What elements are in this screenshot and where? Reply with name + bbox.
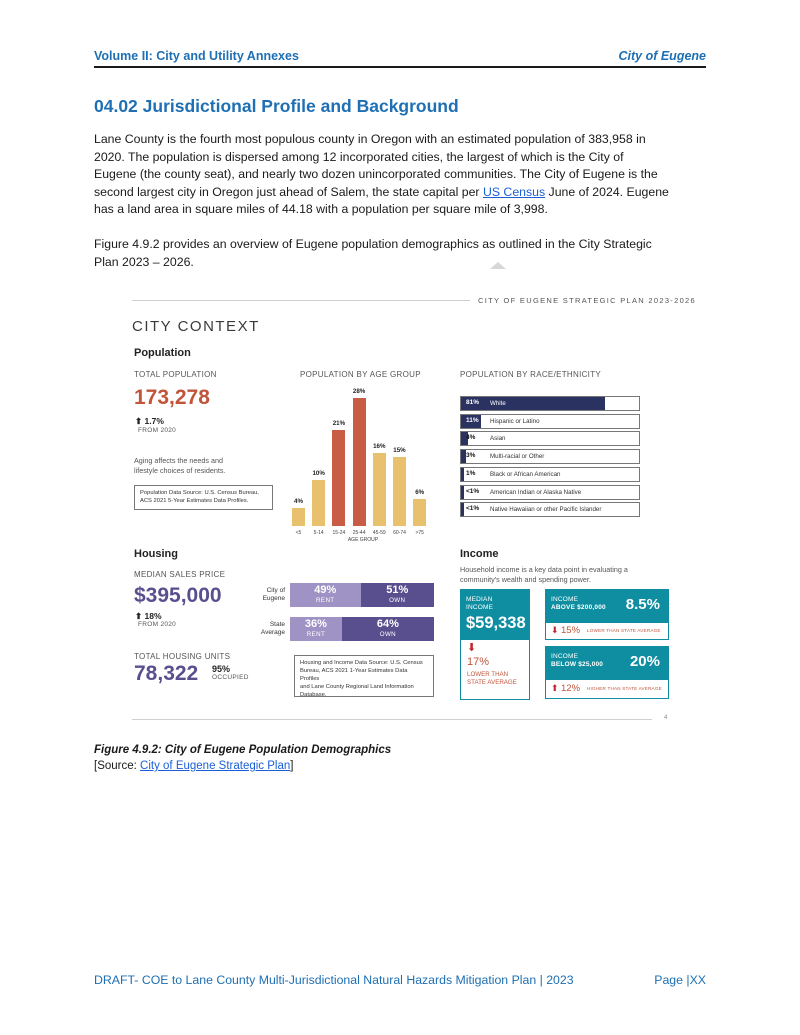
state-tenure-label: State Average <box>260 621 285 636</box>
race-category-label: Black or African American <box>490 470 561 478</box>
age-tick-label: 45-59 <box>372 530 386 536</box>
housing-growth: ⬆ 18% <box>135 611 162 621</box>
age-bar-3 <box>332 430 345 526</box>
us-census-link[interactable]: US Census <box>482 184 546 199</box>
population-heading: Population <box>134 347 191 359</box>
race-category-label: White <box>490 400 506 407</box>
race-bar-fill <box>461 397 605 410</box>
infographic-page-number: 4 <box>664 715 668 721</box>
para-line: second largest city in Oregon just ahead of Salem, the state capital per US Census June of 2024. Eugene <box>94 184 669 199</box>
age-bar-5 <box>373 453 386 526</box>
race-pct-label: 81% <box>466 399 480 406</box>
race-chart-title: POPULATION BY RACE/ETHNICITY <box>460 370 602 379</box>
income-note: Household income is a key data point in evaluating a community's wealth and spending power. <box>460 565 628 584</box>
age-bar-value-label: 4% <box>294 497 303 505</box>
up-arrow-icon: ⬆ <box>135 611 143 621</box>
state-own-bar: 64% OWN <box>342 617 434 641</box>
race-bar-fill <box>461 503 464 516</box>
race-row <box>460 396 640 411</box>
figure-intro-paragraph <box>94 236 708 271</box>
age-bar-value-label: 16% <box>373 442 386 450</box>
race-row <box>460 485 640 500</box>
age-tick-label: 60-74 <box>393 530 406 536</box>
para-line: has a land area in square miles of 44.18 with a population per square mile of 3,998. <box>94 202 548 217</box>
housing-units-label: TOTAL HOUSING UNITS <box>134 652 231 661</box>
aging-note: Aging affects the needs and lifestyle choices of residents. <box>134 456 226 475</box>
race-row <box>460 414 640 429</box>
housing-growth-sub: FROM 2020 <box>138 621 177 628</box>
race-pct-label: 1% <box>466 469 476 477</box>
income-above-tile: INCOME ABOVE $200,000 8.5% <box>545 589 669 622</box>
median-income-diff: ⬇ 17% LOWER THAN STATE AVERAGE <box>460 639 530 700</box>
age-tick-label: <5 <box>295 530 302 536</box>
race-pct-label: 3% <box>466 452 476 460</box>
age-bar-4 <box>353 398 366 526</box>
median-income-value: $59,338 <box>466 614 526 632</box>
age-bar-7 <box>413 499 426 526</box>
population-source-box: Population Data Source: U.S. Census Bureau, ACS 2021 5-Year Estimates Data Profiles. <box>134 485 273 510</box>
age-bar-value-label: 28% <box>352 388 366 395</box>
figure-source: [Source: City of Eugene Strategic Plan] <box>94 760 294 772</box>
state-rent-bar: 36% RENT <box>290 617 342 641</box>
age-tick-label: 15-24 <box>332 530 346 536</box>
age-bar-1 <box>292 508 305 526</box>
header-divider <box>94 66 706 68</box>
race-row <box>460 449 640 464</box>
down-arrow-icon: ⬇ <box>551 625 559 635</box>
strategic-plan-link[interactable]: City of Eugene Strategic Plan <box>140 760 291 772</box>
race-pct-label: <1% <box>466 505 480 513</box>
age-chart <box>288 386 438 548</box>
header-city-title: City of Eugene <box>618 49 706 63</box>
up-arrow-icon: ⬆ <box>135 416 143 426</box>
race-pct-label: 11% <box>466 416 479 424</box>
income-heading: Income <box>460 548 499 560</box>
race-bar-fill <box>461 486 464 499</box>
section-title: 04.02 Jurisdictional Profile and Background <box>94 96 459 116</box>
footer-page-number: Page |XX <box>654 973 706 987</box>
median-sales-value: $395,000 <box>134 584 222 607</box>
para-line: Figure 4.9.2 provides an overview of Eugene population demographics as outlined in the City Strategic <box>94 237 652 251</box>
race-row <box>460 502 640 517</box>
population-growth: ⬆ 1.7% <box>135 416 164 426</box>
race-pct-label: 4% <box>466 434 476 442</box>
age-bar-value-label: 6% <box>415 488 425 496</box>
race-category-label: Multi-racial or Other <box>490 453 545 461</box>
age-bar-2 <box>312 480 325 526</box>
population-growth-sub: FROM 2020 <box>138 427 177 434</box>
para-line: Eugene (the county seat), and nearly two dozen unincorporated communities. The City of Eugene is the <box>94 167 658 182</box>
infographic-bottom-rule <box>132 719 652 720</box>
eugene-tenure-label: City of Eugene <box>262 587 285 602</box>
para-line: Lane County is the fourth most populous county in Oregon with an estimated population of 383,958 in <box>94 132 646 146</box>
median-sales-label: MEDIAN SALES PRICE <box>134 570 226 579</box>
race-row <box>460 467 640 482</box>
income-above-diff: ⬇ 15% LOWER THAN STATE AVERAGE <box>545 622 669 640</box>
age-tick-label: 5-14 <box>313 530 324 536</box>
race-category-label: Native Hawaiian or other Pacific Islander <box>490 506 602 514</box>
infographic-title: CITY CONTEXT <box>132 318 260 335</box>
housing-source-box: Housing and Income Data Source: U.S. Census Bureau, ACS 2021 1-Year Estimates Data Profiles and Lane County Regional Land Information Database. <box>294 655 434 697</box>
occupied-label: OCCUPIED <box>212 674 249 681</box>
age-bar-value-label: 15% <box>393 447 406 455</box>
infographic-header: CITY OF EUGENE STRATEGIC PLAN 2023-2026 <box>478 296 696 305</box>
infographic-top-rule <box>132 300 470 301</box>
age-tick-label: 25-44 <box>352 530 366 536</box>
age-bar-value-label: 10% <box>312 470 325 478</box>
race-category-label: Hispanic or Latino <box>490 417 540 425</box>
age-chart-title: POPULATION BY AGE GROUP <box>300 370 421 379</box>
income-below-diff: ⬆ 12% HIGHER THAN STATE AVERAGE <box>545 679 669 699</box>
eugene-own-bar: 51% OWN <box>361 583 434 607</box>
age-tick-label: >75 <box>415 530 424 536</box>
income-below-value: 20% <box>629 653 660 670</box>
total-population-value: 173,278 <box>134 386 210 409</box>
header-volume-title: Volume II: City and Utility Annexes <box>94 49 299 63</box>
age-axis-label: AGE GROUP <box>347 537 379 543</box>
race-category-label: Asian <box>490 435 506 443</box>
intro-paragraph <box>94 131 708 219</box>
triangle-marker <box>490 262 506 269</box>
total-population-label: TOTAL POPULATION <box>134 370 217 379</box>
figure-caption: Figure 4.9.2: City of Eugene Population Demographics <box>94 744 392 756</box>
para-line: 2020. The population is dispersed among 12 incorporated cities, the largest of which is the City of <box>94 149 624 164</box>
housing-units-value: 78,322 <box>134 662 199 685</box>
housing-heading: Housing <box>134 548 178 560</box>
eugene-rent-bar: 49% RENT <box>290 583 361 607</box>
race-row <box>460 431 640 446</box>
age-bar-6 <box>393 457 406 526</box>
race-pct-label: <1% <box>466 487 480 495</box>
para-line: Plan 2023 – 2026. <box>94 254 194 269</box>
race-category-label: American Indian or Alaska Native <box>490 488 582 496</box>
down-arrow-icon: ⬇ <box>467 642 477 654</box>
income-above-value: 8.5% <box>625 596 660 613</box>
income-below-tile: INCOME BELOW $25,000 20% <box>545 646 669 679</box>
age-bar-value-label: 21% <box>332 420 346 427</box>
median-income-tile: MEDIAN INCOME $59,338 <box>460 589 530 639</box>
occupied-pct: 95% <box>212 664 231 674</box>
footer-plan-title: DRAFT- COE to Lane County Multi-Jurisdictional Natural Hazards Mitigation Plan | 2023 <box>94 973 574 987</box>
race-bar-fill <box>461 468 464 481</box>
up-arrow-icon: ⬆ <box>551 683 559 693</box>
